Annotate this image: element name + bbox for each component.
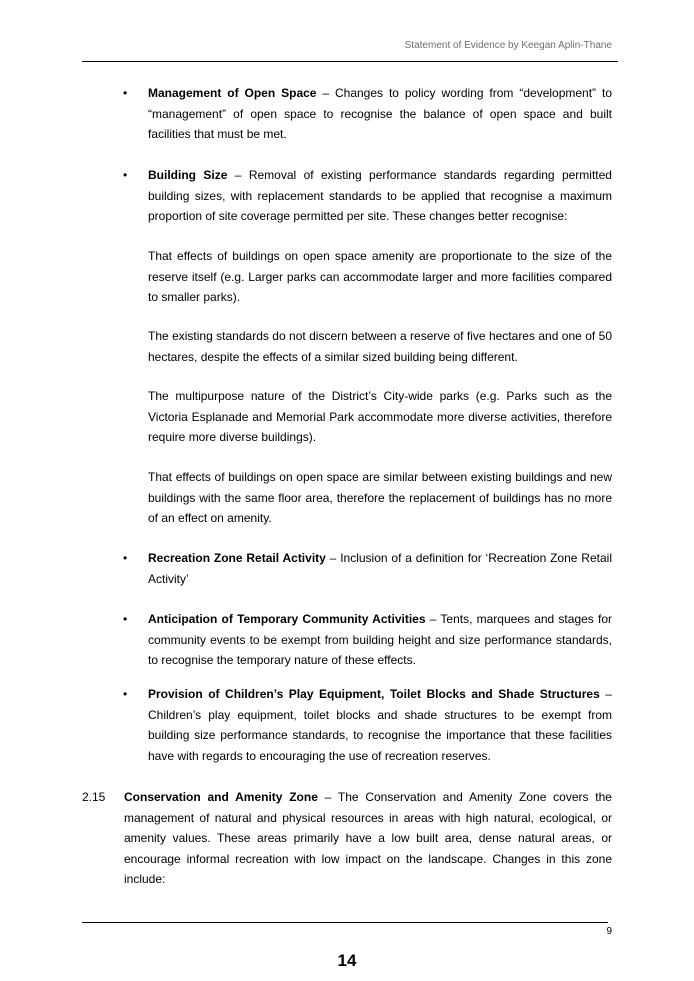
section-title: Conservation and Amenity Zone — [124, 790, 318, 804]
bullet-item-play-equipment-toilets-shade — [148, 684, 612, 766]
bullet-title: Building Size — [148, 168, 228, 182]
bullet-title: Management of Open Space — [148, 86, 317, 100]
bullet-body: – Children’s play equipment, toilet blocks and shade structures to be exempt from building size performance standards, to recognise the importance that these facilities have with regards to encouraging the use of recreation reserves. — [148, 687, 612, 763]
sub-paragraph: That effects of buildings on open space are similar between existing buildings and new buildings with the same floor area, therefore the replacement of buildings has no more of an effect on amenity. — [148, 470, 612, 525]
bullet-item-management-of-open-space — [148, 83, 612, 145]
bullet-title: Provision of Children’s Play Equipment, Toilet Blocks and Shade Structures — [148, 687, 600, 701]
sheet-number: 14 — [337, 951, 357, 970]
section-number: 2.15 — [82, 790, 106, 804]
bullet-item-building-size — [148, 165, 612, 227]
bullet-body: – Changes to policy wording from “development” to “management” of open space to recognise the balance of open space and built facilities that must be met. — [148, 86, 612, 141]
bullet-body: – Tents, marquees and stages for community events to be exempt from building height and size performance standards, to recognise the temporary nature of these effects. — [148, 612, 612, 667]
page-number: 9 — [606, 926, 612, 937]
bullet-marker: • — [123, 612, 128, 626]
bullet-body: – Removal of existing performance standards regarding permitted building sizes, with replacement standards to be applied that recognise a maximum proportion of site coverage permitted per site. These changes better recognise: — [148, 168, 612, 223]
running-header: Statement of Evidence by Keegan Aplin-Thane — [404, 40, 612, 51]
bullet-item-temporary-community-activities — [148, 609, 612, 671]
section-paragraph — [124, 787, 612, 890]
sub-paragraph: The existing standards do not discern between a reserve of five hectares and one of 50 hectares, despite the effects of a similar sized building being different. — [148, 329, 612, 364]
section-body: – The Conservation and Amenity Zone covers the management of natural and physical resources in areas with high natural, ecological, or amenity values. These areas primarily have a low built area, dense natural areas, or encourage informal recreation with low impact on the landscape. Changes in this zone include: — [124, 790, 612, 886]
bullet-title: Anticipation of Temporary Community Activities — [148, 612, 426, 626]
header-divider — [82, 61, 618, 62]
bullet-item-recreation-zone-retail-activity — [148, 548, 612, 589]
footer-divider — [82, 922, 608, 923]
bullet-marker: • — [123, 168, 128, 182]
bullet-marker: • — [123, 551, 128, 565]
sub-paragraph: That effects of buildings on open space amenity are proportionate to the size of the reserve itself (e.g. Larger parks can accommodate larger and more facilities compared to smaller parks). — [148, 249, 612, 304]
bullet-title: Recreation Zone Retail Activity — [148, 551, 326, 565]
bullet-marker: • — [123, 86, 128, 100]
sub-paragraph: The multipurpose nature of the District’s City-wide parks (e.g. Parks such as the Victoria Esplanade and Memorial Park accommodate more diverse activities, therefore require more diverse buildings). — [148, 389, 612, 444]
bullet-body: – Inclusion of a definition for ‘Recreation Zone Retail Activity’ — [148, 551, 612, 586]
bullet-marker: • — [123, 687, 128, 701]
